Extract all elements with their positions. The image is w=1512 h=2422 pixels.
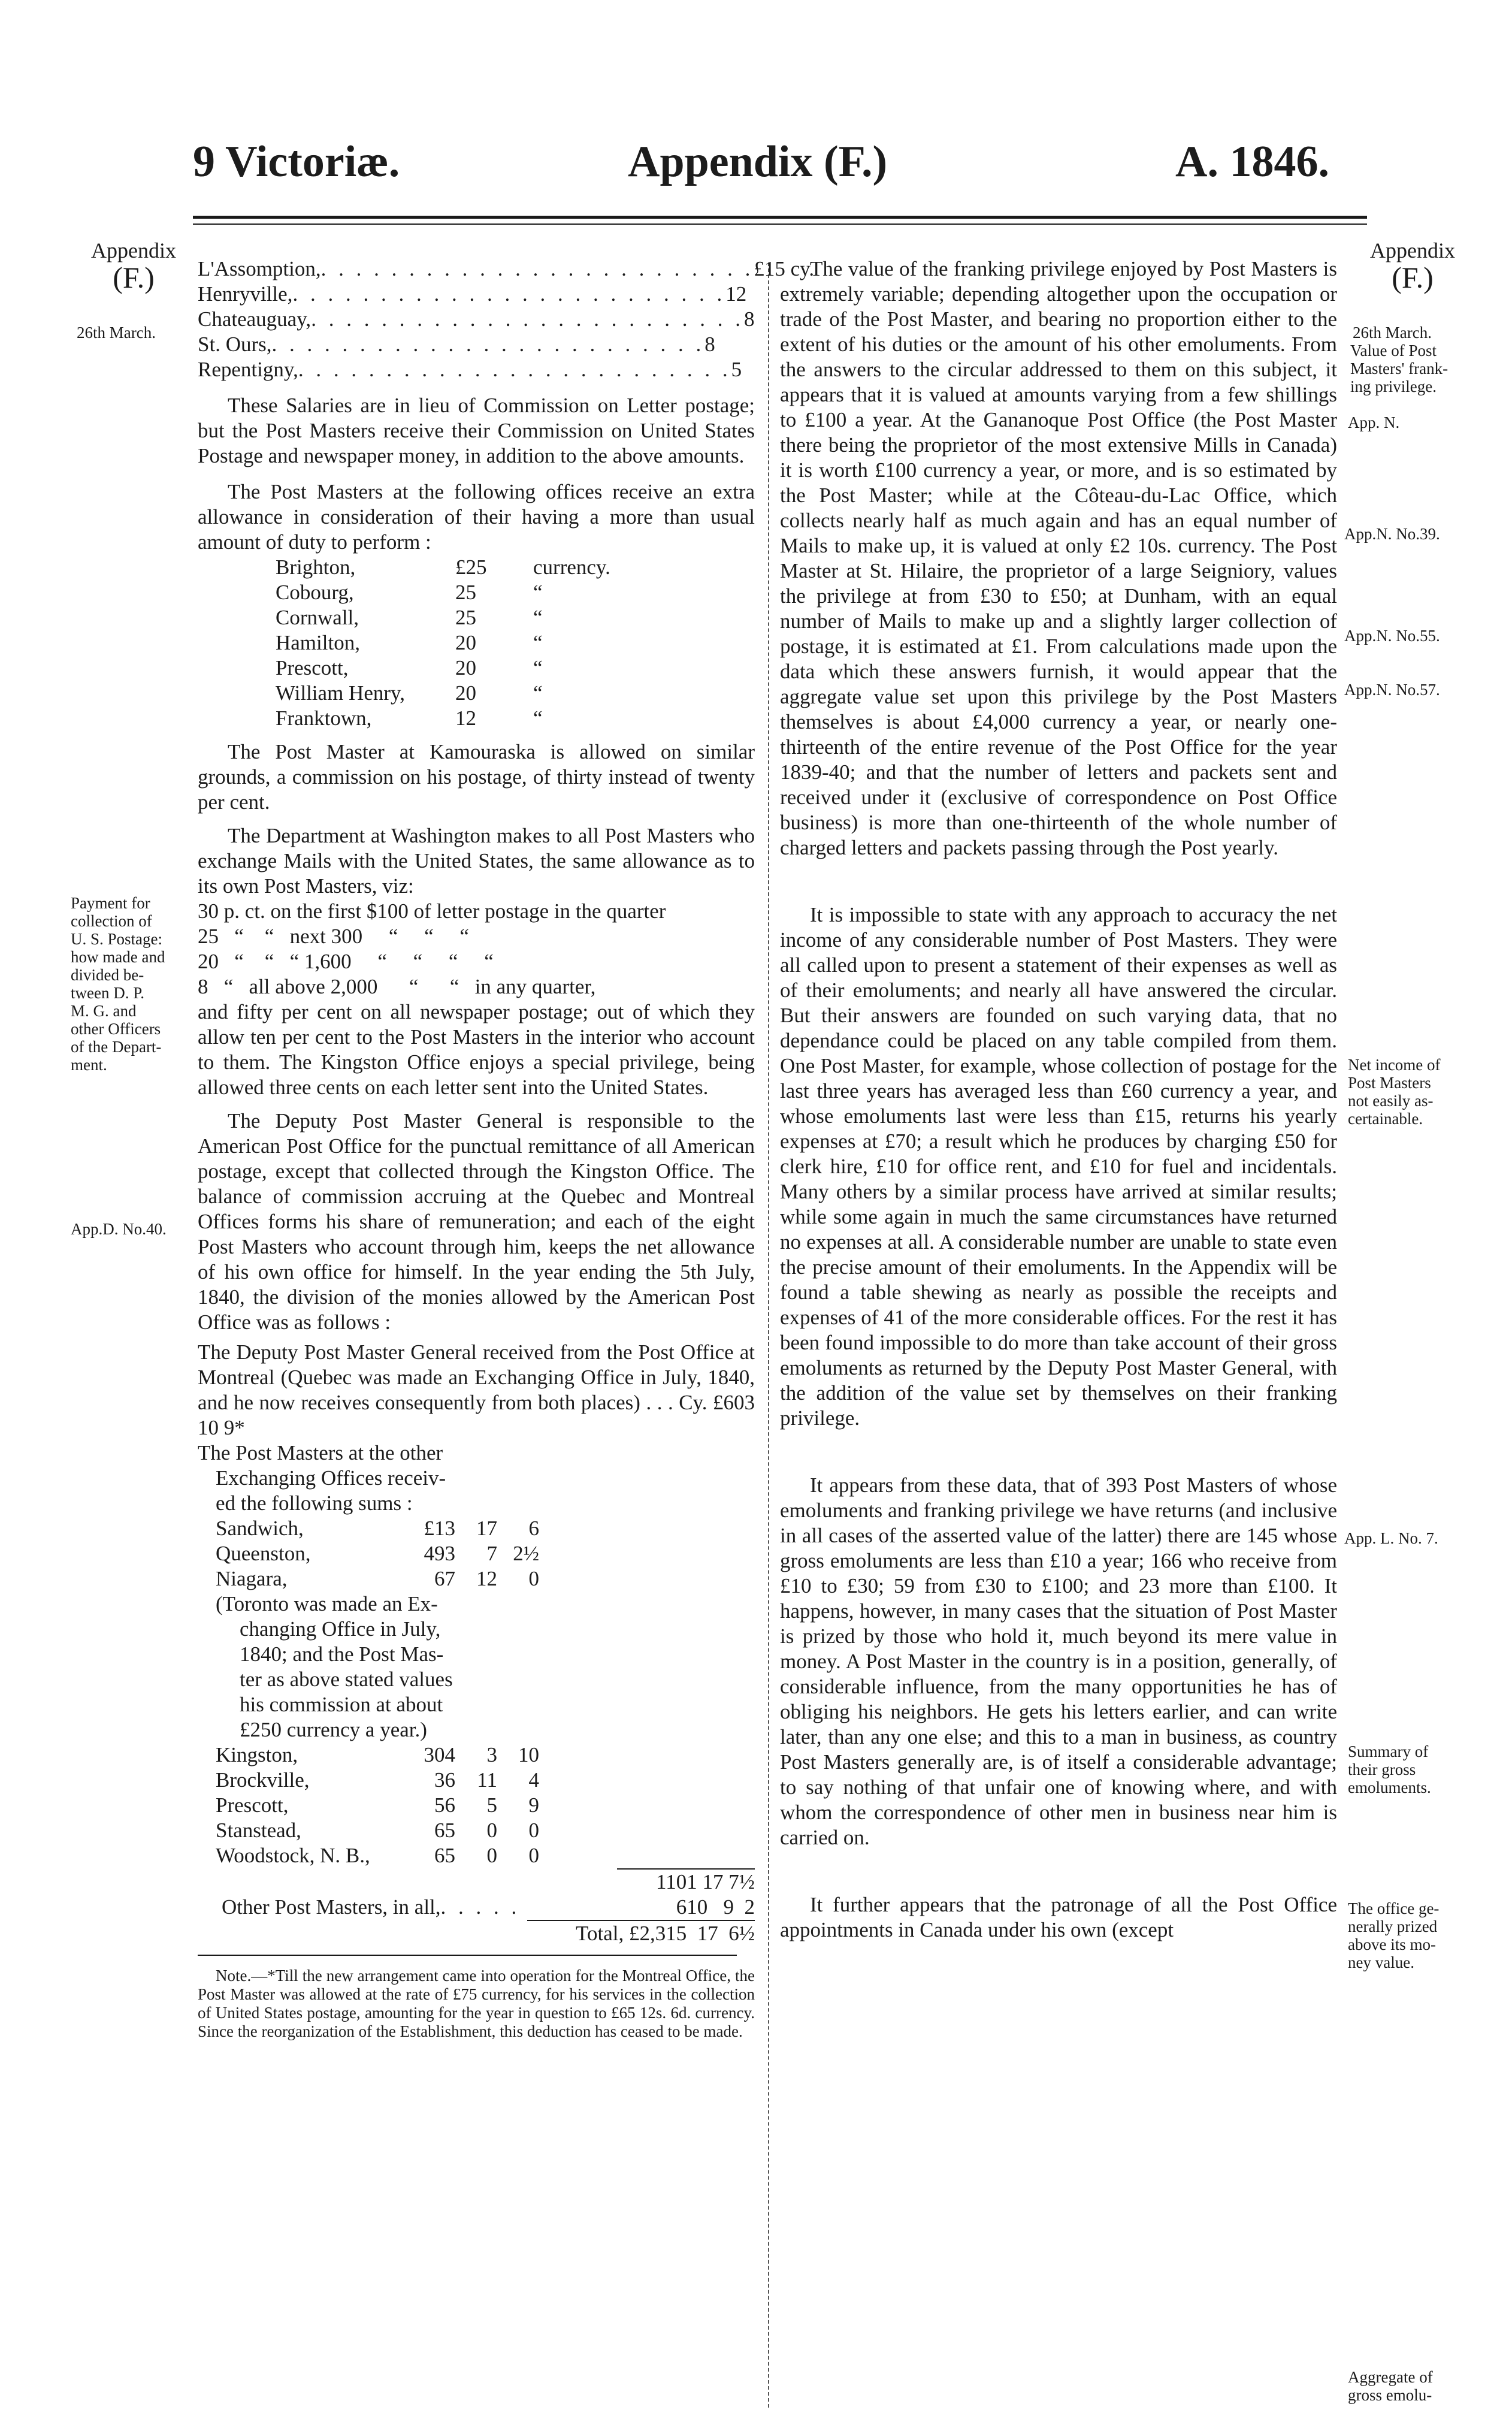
footnote: Note.—*Till the new arrangement came into operation for the Montreal Office, the Post Master was allowed at the rate of £75 currency, for his services in the collection of United States postage, amounting for the year in question to £65 12s. 6d. currency. Since the reorganization of the Establishment, this deduction has ceased to be made. bbox=[198, 1967, 755, 2040]
table-row: Cobourg, 25 “ bbox=[276, 581, 543, 604]
list-item: L'Assomption, . . . . . . . . . . . . . . . . . . . . . . . . . £15 cy. bbox=[198, 257, 815, 280]
other-post-masters-row: Other Post Masters, in all, . . . . . 610 9 2 bbox=[222, 1895, 755, 1919]
table-row: Woodstock, N. B., 65 0 0 bbox=[216, 1844, 539, 1867]
dpmg-amount: Cy. £603 10 9* bbox=[198, 1391, 755, 1439]
paragraph: The Post Master at Kamouraska is allowed on similar grounds, a commission on his postage, of thirty instead of twenty per cent. bbox=[198, 740, 755, 814]
rate-line: 20 “ “ “ 1,600 “ “ “ “ bbox=[198, 950, 494, 973]
total-amount: £2,315 17 6½ bbox=[629, 1922, 755, 1945]
exchange-table bbox=[216, 1516, 539, 1591]
right-app-n39: App.N. No.39. bbox=[1344, 525, 1440, 543]
table-row: Stanstead, 65 0 0 bbox=[216, 1819, 539, 1842]
table-row: Kingston, 304 3 10 bbox=[216, 1743, 539, 1766]
header-left: 9 Victoriæ. bbox=[193, 137, 400, 186]
rate-line: 30 p. ct. on the first $100 of letter postage in the quarter bbox=[198, 899, 666, 923]
right-appendix-letter: (F.) bbox=[1392, 261, 1434, 294]
table-row: Brighton, £25 currency. bbox=[276, 555, 610, 579]
table-row: Prescott, 20 “ bbox=[276, 656, 543, 680]
paragraph: The value of the franking privilege enjoyed by Post Masters is extremely variable; depending altogether upon the occupation or trade of the Post Master, and bearing no proportion either to the extent of his duties or the amount of his other emoluments. From the answers to the circular addressed to them on this subject, it appears that it is valued at amounts varying from a few shillings to £100 a year. At the Gananoque Post Office (the Post Master there being the proprietor of the most extensive Mills in Canada) it is worth £100 currency a year, or more, and is so estimated by the Post Master; while at the Côteau-du-Lac Office, which collects nearly half as much again and has an equal number of Mails to make up, it is valued at only £2 10s. currency. The Post Master at St. Hilaire, the proprietor of a large Seigniory, values the privilege at from £30 to £50; at Dunham, with an equal number of Mails to make up and a slightly larger collection of postage, it is estimated at £1. From calculations made upon the data which these answers furnish, it would appear that the aggregate value set upon this privilege by the Post Masters themselves is about £4,000 currency a year, or nearly one-thirteenth of the entire revenue of the Post Office for the year 1839-40; and that the number of letters and packets sent and received under it (exclusive of correspondence on Post Office business) is more than one-thirteenth of the whole number of charged letters and packets passing through the Post yearly. bbox=[780, 257, 1337, 859]
left-appendix-letter: (F.) bbox=[113, 261, 155, 294]
header-rule-thick bbox=[193, 216, 1367, 219]
right-column bbox=[780, 256, 1337, 1943]
allowance-table bbox=[276, 555, 610, 731]
list-item: Repentigny, . . . . . . . . . . . . . . . . . . . . . . . . . 5 bbox=[198, 358, 742, 381]
list-item: Henryville, . . . . . . . . . . . . . . . . . . . . . . . . . 12 bbox=[198, 282, 747, 306]
right-date: 26th March. bbox=[1353, 324, 1432, 342]
paragraph: It further appears that the patronage of all the Post Office appointments in Canada under his own (except bbox=[780, 1893, 1337, 1941]
paragraph: The Department at Washington makes to all Post Masters who exchange Mails with the United States, the same allowance as to its own Post Masters, viz: bbox=[198, 824, 755, 898]
paragraph: and fifty per cent on all newspaper postage; out of which they allow ten per cent to the Post Masters in the interior who account to them. The Kingston Office enjoys a special privilege, being allowed three cents on each letter sent into the United States. bbox=[198, 1000, 755, 1099]
table-row: Brockville, 36 11 4 bbox=[216, 1768, 539, 1792]
paragraph: The Deputy Post Master General is responsible to the American Post Office for the punctual remittance of all American postage, except that collected through the Kingston Office. The balance of commission accruing at the Quebec and Montreal Offices forms his share of remuneration; and each of the eight Post Masters who account through him, keeps the net allowance of his own office for himself. In the year ending the 5th July, 1840, the division of the monies allowed by the American Post Office was as follows : bbox=[198, 1109, 755, 1334]
table-row: Queenston, 493 7 2½ bbox=[216, 1542, 539, 1565]
right-net-income-note: Net income of Post Masters not easily as- certainable. bbox=[1348, 1056, 1441, 1128]
paragraph: It appears from these data, that of 393 Post Masters of whose emoluments and franking privilege we have returns (and inclusive in all cases of the asserted value of the latter) there are 145 whose gross emoluments are less than £10 a year; 166 who receive from £10 to £30; 59 from £30 to £100; and 23 more than £100. It happens, however, in many cases that the situation of Post Master is prized by those who hold it, much beyond its mere value in money. A Post Master in the country is in a position, generally, of considerable influence, from the many opportunities he has of obliging his neighbors. He gets his letters earlier, and can write later, than any one else; and this to a man in business, as country Post Masters generally are, is of itself a considerable advantage; to say nothing of that unfair one of knowing where, and with whom the correspondence of other men in business near him is carried on. bbox=[780, 1473, 1337, 1849]
list-item: Chateauguay, . . . . . . . . . . . . . . . . . . . . . . . . . 8 bbox=[198, 307, 755, 331]
table-row: Niagara, 67 12 0 bbox=[216, 1567, 539, 1590]
column-divider bbox=[768, 262, 769, 2408]
rate-line: 8 “ all above 2,000 “ “ in any quarter, bbox=[198, 975, 596, 998]
table-row: Hamilton, 20 “ bbox=[276, 631, 543, 654]
header-right: A. 1846. bbox=[1175, 137, 1329, 186]
paragraph: The Post Masters at the following offices receive an extra allowance in consideration of their having a more than usual amount of duty to perform : bbox=[198, 480, 755, 554]
right-app-l7: App. L. No. 7. bbox=[1344, 1529, 1438, 1547]
footnote-rule bbox=[198, 1955, 737, 1956]
list-item: St. Ours, . . . . . . . . . . . . . . . . . . . . . . . . . 8 bbox=[198, 333, 715, 356]
header-rule-thin bbox=[193, 224, 1367, 225]
left-date: 26th March. bbox=[77, 324, 156, 342]
right-app-n55: App.N. No.55. bbox=[1344, 627, 1440, 645]
left-appendix-label: Appendix bbox=[91, 238, 176, 262]
subtotal: 1101 17 7½ bbox=[617, 1868, 755, 1895]
table-row: William Henry, 20 “ bbox=[276, 681, 543, 705]
table-row: Prescott, 56 5 9 bbox=[216, 1793, 539, 1817]
rate-line: 25 “ “ next 300 “ “ “ bbox=[198, 925, 469, 948]
dpmg-text: The Deputy Post Master General received from the Post Office at Montreal (Quebec was made an Exchanging Office in July, 1840, and he now receives consequently from both places) . . . Cy. £603 10 9* bbox=[198, 1340, 755, 1439]
table-row: Cornwall, 25 “ bbox=[276, 606, 543, 629]
paragraph: These Salaries are in lieu of Commission on Letter postage; but the Post Masters receive their Commission on United States Postage and newspaper money, in addition to the above amounts. bbox=[198, 394, 755, 467]
left-app-d-ref: App.D. No.40. bbox=[71, 1220, 167, 1238]
table-row: Sandwich, £13 17 6 bbox=[216, 1517, 539, 1540]
header-center: Appendix (F.) bbox=[628, 137, 888, 186]
total-row: Total, £2,315 17 6½ bbox=[527, 1920, 755, 1946]
table-row: Franktown, 12 “ bbox=[276, 706, 543, 730]
right-appendix-label: Appendix bbox=[1370, 238, 1455, 262]
right-app-n57: App.N. No.57. bbox=[1344, 681, 1440, 699]
exchange-table-2 bbox=[216, 1742, 539, 1868]
right-franking-note: Value of Post Masters' frank- ing privilege. bbox=[1350, 342, 1449, 395]
right-summary-note: Summary of their gross emoluments. bbox=[1348, 1742, 1431, 1796]
salary-list bbox=[198, 256, 815, 382]
paragraph: It is impossible to state with any approach to accuracy the net income of any considerable number of Post Masters. They were all called upon to present a statement of their expenses as well as of their emoluments; and nearly all have answered the circular. But their answers are founded on such varying data, that no dependance could be placed on any table compiled from them. One Post Master, for example, whose collection of postage for the last three years has averaged less than £60 currency a year, and whose emoluments last were less than £15, returns his yearly expenses at £70; a result which he produces by charging £50 for clerk hire, £10 for office rent, and £10 for fuel and incidentals. Many others by a similar process have arrived at similar results; while some again in much the same circumstances have returned no expenses at all. A considerable number are unable to state even the precise amount of their emoluments. In the Appendix will be found a table shewing as nearly as possible the receipts and expenses of 41 of the more considerable offices. For the rest it has been found impossible to do more than take account of their gross emoluments as returned by the Deputy Post Master General, with the addition of the value set by themselves on their franking privilege. bbox=[780, 903, 1337, 1430]
toronto-note: (Toronto was made an Ex- changing Office in July, 1840; and the Post Mas- ter as above stated values his commission at about £250 currency a year.) bbox=[216, 1592, 453, 1741]
right-office-note: The office ge- nerally prized above its mo- ney value. bbox=[1348, 1899, 1440, 1971]
left-payment-note: Payment for collection of U. S. Postage: how made and divided be- tween D. P. M. G. and other Officers of the Depart- ment. bbox=[71, 894, 165, 1074]
right-app-n: App. N. bbox=[1348, 413, 1400, 431]
right-aggregate-note: Aggregate of gross emolu- bbox=[1348, 2368, 1433, 2404]
left-column bbox=[198, 256, 815, 2041]
others-intro: The Post Masters at the other Exchanging Offices receiv- ed the following sums : bbox=[198, 1441, 446, 1515]
